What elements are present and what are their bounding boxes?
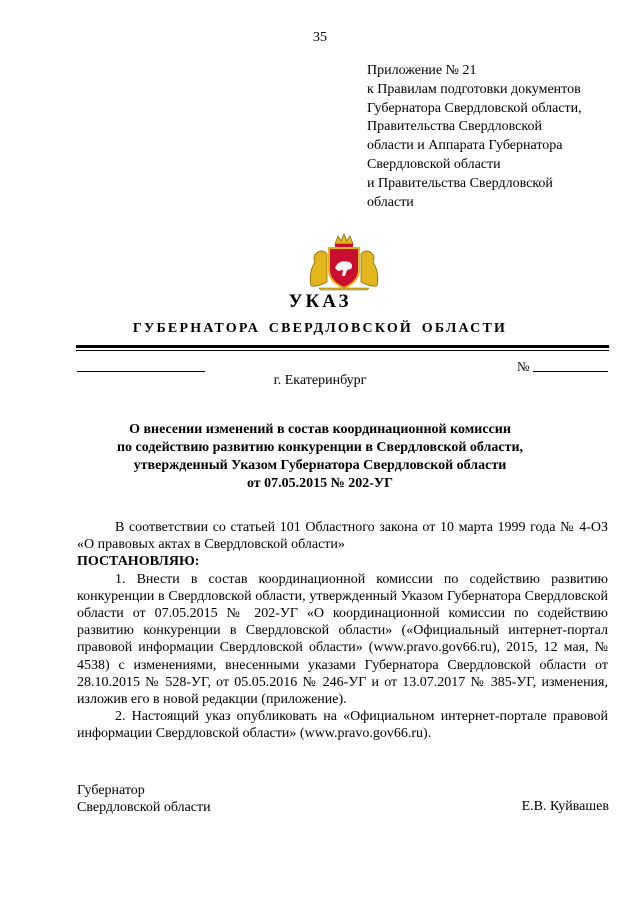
signatory-name: Е.В. Куйвашев — [521, 799, 609, 814]
date-blank-line — [77, 371, 205, 372]
subject-line: от 07.05.2015 № 202-УГ — [246, 476, 394, 491]
appendix-line: области и Аппарата Губернатора — [367, 138, 563, 154]
subject-line: О внесении изменений в состав координационной комиссии — [129, 422, 511, 437]
signatory-title — [77, 782, 211, 816]
resolve-heading: ПОСТАНОВЛЯЮ: — [77, 554, 200, 570]
appendix-line: Правительства Свердловской — [367, 119, 542, 135]
appendix-line: Губернатора Свердловской области, — [367, 100, 582, 116]
signatory-title-line: Губернатор — [77, 783, 145, 798]
decree-subject — [0, 421, 640, 493]
item-1-paragraph: 1. Внести в состав координационной комиссии по содействию развитию конкуренции в Свердловской области, утвержденный Указом Губернатора Свердловской области от 07.05.2015 № 202-УГ «О координационной комиссии по содействию развитию конкуренции в Свердловской области» («Официальный интернет-портал правовой информации Свердловской области» (www.pravo.gov66.ru), 2015, 12 мая, № 4538) с изменениями, внесенными указами Губернатора Свердловской области от 28.10.2015 № 528-УГ, от 05.05.2016 № 246-УГ и от 13.07.2017 № 385-УГ, изменения, изложив его в новой редакции (приложение). — [77, 571, 608, 708]
appendix-line: области — [367, 194, 414, 210]
number-sign: № — [517, 359, 530, 374]
preamble-paragraph: В соответствии со статьей 101 Областного закона от 10 марта 1999 года № 4-ОЗ «О правовых актах в Свердловской области» — [77, 520, 608, 553]
header-divider-thin — [76, 350, 609, 351]
appendix-note — [367, 62, 627, 212]
appendix-line: Приложение № 21 — [367, 63, 477, 78]
city: г. Екатеринбург — [273, 373, 367, 388]
subject-line: по содействию развитию конкуренции в Свердловской области, — [116, 440, 524, 455]
item-2-paragraph: 2. Настоящий указ опубликовать на «Официальном интернет-портале правовой информации Свердловской области» (www.pravo.gov66.ru). — [77, 709, 608, 742]
coat-of-arms-sverdlovsk-icon — [305, 232, 383, 292]
decree-body — [77, 519, 608, 743]
issuer-title: ГУБЕРНАТОРА СВЕРДЛОВСКОЙ ОБЛАСТИ — [132, 321, 508, 336]
appendix-line: Свердловской области — [367, 156, 501, 172]
appendix-line: к Правилам подготовки документов — [367, 81, 581, 97]
appendix-line: и Правительства Свердловской — [367, 175, 553, 191]
signatory-title-line: Свердловской области — [77, 800, 211, 815]
header-divider-thick — [76, 345, 609, 348]
number-blank-line — [533, 371, 608, 372]
page-number: 35 — [313, 30, 327, 45]
decree-title: УКАЗ — [288, 291, 352, 312]
subject-line: утвержденный Указом Губернатора Свердловской области — [133, 458, 507, 473]
